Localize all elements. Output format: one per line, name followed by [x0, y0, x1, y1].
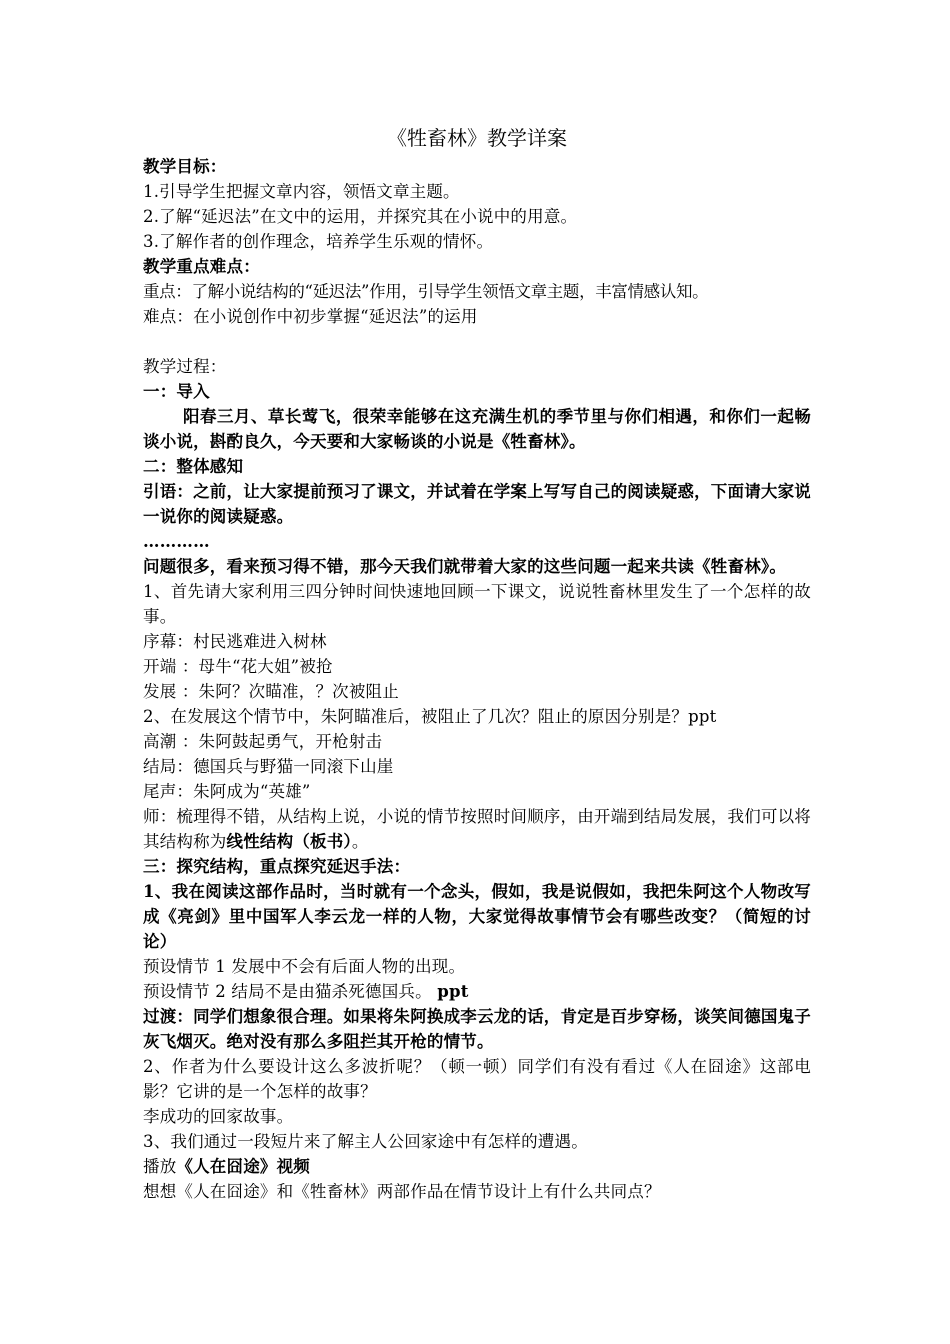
objective-3: 3.了解作者的创作理念，培养学生乐观的情怀。 [143, 232, 494, 251]
plot-development: 发展 ：朱阿？次瞄准，？次被阻止 [143, 682, 399, 701]
transition-paragraph: 问题很多，看来预习得不错，那今天我们就带着大家的这些问题一起来共读《牲畜林》。 [143, 557, 787, 576]
section-heading-objectives: 教学目标： [143, 157, 227, 176]
play-label: 播放 [143, 1157, 177, 1176]
linear-structure-term: 线性结构（板书） [226, 832, 352, 851]
document-title: 《牲畜林》教学详案 [387, 126, 567, 150]
ppt-label: ppt [437, 982, 469, 1001]
intro-paragraph: 阳春三月、草长莺飞，很荣幸能够在这充满生机的季节里与你们相遇，和你们一起畅谈小说，斟酌良久，今天要和大家畅谈的小说是《牲畜林》。 [143, 407, 811, 451]
section-heading-key-points: 教学重点难点： [143, 257, 260, 276]
discussion-paragraph: 1、我在阅读这部作品时，当时就有一个念头，假如，我是说假如，我把朱阿这个人物改写成《亮剑》里中国军人李云龙一样的人物，大家觉得故事情节会有哪些改变？（简短的讨论） [143, 882, 811, 951]
key-point: 重点：了解小说结构的“延迟法”作用，引导学生领悟文章主题，丰富情感认知。 [143, 282, 709, 301]
preset-plot-1: 预设情节 1 发展中不会有后面人物的出现。 [143, 957, 466, 976]
preset-plot-2-text: 预设情节 2 结局不是由猫杀死德国兵。 [143, 982, 432, 1001]
plot-beginning: 开端 ：母牛“花大姐”被抢 [143, 657, 333, 676]
objective-1: 1.引导学生把握文章内容，领悟文章主题。 [143, 182, 460, 201]
play-video-line [143, 1154, 811, 1179]
transition-2-paragraph: 过渡：同学们想象很合理。如果将朱阿换成李云龙的话，肯定是百步穿杨，谈笑间德国鬼子灰飞烟灭。绝对没有那么多阻拦其开枪的情节。 [143, 1007, 811, 1051]
ellipsis-line: ………… [143, 532, 210, 551]
question-1: 1、首先请大家利用三四分钟时间快速地回顾一下课文，说说牲畜林里发生了一个怎样的故事。 [143, 582, 811, 626]
step-3-heading: 三：探究结构，重点探究延迟手法： [143, 857, 411, 876]
plot-epilogue: 尾声：朱阿成为“英雄” [143, 782, 311, 801]
question-2: 2、在发展这个情节中，朱阿瞄准后，被阻止了几次？阻止的原因分别是？ppt [143, 707, 717, 726]
question-why-twists: 2、作者为什么要设计这么多波折呢？（顿一顿）同学们有没有看过《人在囧途》这部电影？它讲的是一个怎样的故事？ [143, 1057, 811, 1101]
teacher-summary-end: 。 [351, 832, 369, 851]
video-title: 《人在囧途》视频 [176, 1157, 311, 1176]
difficult-point: 难点：在小说创作中初步掌握“延迟法”的运用 [143, 307, 478, 326]
section-heading-process: 教学过程： [143, 357, 227, 376]
lead-in-paragraph: 引语：之前，让大家提前预习了课文，并试着在学案上写写自己的阅读疑惑，下面请大家说一说你的阅读疑惑。 [143, 482, 811, 526]
answer-homecoming: 李成功的回家故事。 [143, 1107, 294, 1126]
objective-2: 2.了解“延迟法”在文中的运用，并探究其在小说中的用意。 [143, 207, 578, 226]
blank-line [143, 329, 811, 354]
step-1-heading: 一：导入 [143, 382, 210, 401]
teacher-summary-text: 师：梳理得不错，从结构上说，小说的情节按照时间顺序，由开端到结局发展，我们可以将其结构称为 [143, 807, 811, 851]
plot-prologue: 序幕：村民逃难进入树林 [143, 632, 327, 651]
document-page [143, 122, 811, 1204]
preset-plot-2 [143, 979, 811, 1004]
question-3: 3、我们通过一段短片来了解主人公回家途中有怎样的遭遇。 [143, 1132, 588, 1151]
plot-climax: 高潮 ：朱阿鼓起勇气，开枪射击 [143, 732, 383, 751]
step-2-heading: 二：整体感知 [143, 457, 244, 476]
plot-ending: 结局：德国兵与野猫一同滚下山崖 [143, 757, 394, 776]
question-common-point: 想想《人在囧途》和《牲畜林》两部作品在情节设计上有什么共同点？ [143, 1182, 661, 1201]
teacher-summary [143, 804, 811, 854]
